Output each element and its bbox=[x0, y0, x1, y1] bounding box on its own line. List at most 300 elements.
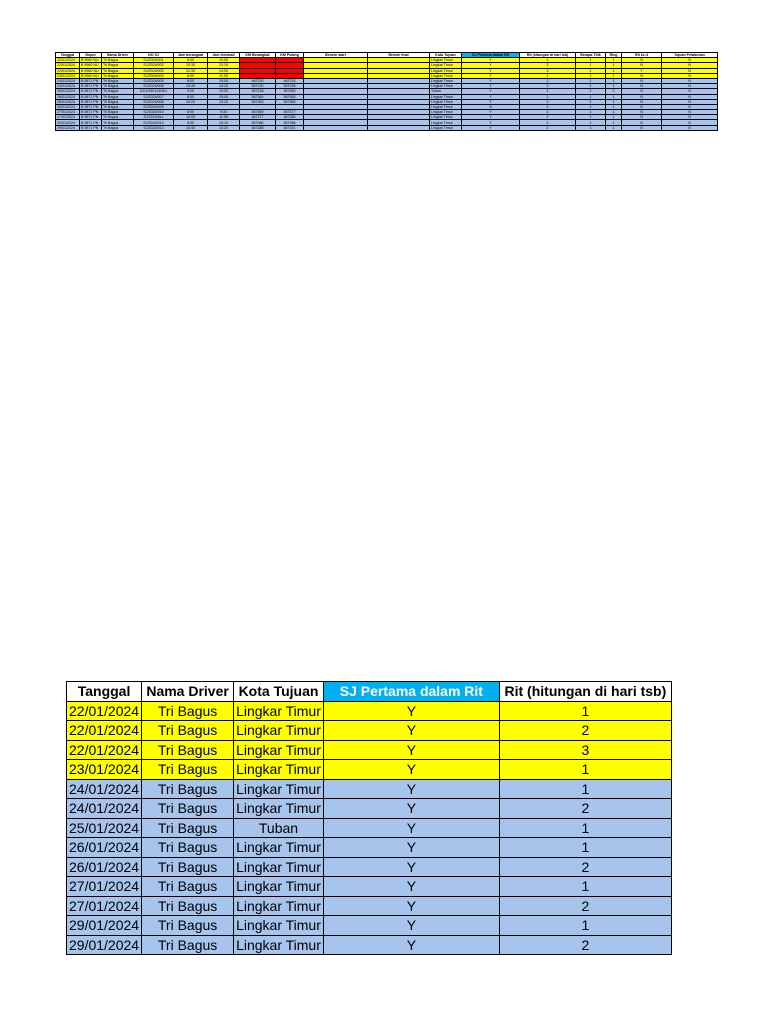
full-sheet-cell: 1 bbox=[520, 89, 576, 94]
full-sheet-cell: 24/01/2024 bbox=[56, 84, 80, 89]
full-sheet-cell: 1 bbox=[606, 73, 622, 78]
summary-sheet-cell: Lingkar Timur bbox=[234, 701, 324, 721]
full-sheet-cell: 367388 bbox=[240, 125, 276, 130]
summary-sheet-cell: 29/01/2024 bbox=[67, 935, 142, 955]
full-sheet-cell: 10:00 bbox=[208, 78, 240, 83]
full-sheet-cell: Y bbox=[462, 63, 520, 68]
summary-sheet-cell: 22/01/2024 bbox=[67, 721, 142, 741]
full-sheet-cell: SJ/2024/003 bbox=[134, 68, 174, 73]
summary-sheet-cell: 1 bbox=[499, 838, 671, 858]
full-sheet-cell: Tri Bagus bbox=[102, 84, 134, 89]
full-sheet-cell: 1 bbox=[576, 120, 606, 125]
full-sheet-cell: 1 bbox=[606, 120, 622, 125]
summary-sheet-cell: Tri Bagus bbox=[142, 935, 234, 955]
summary-sheet-cell: Tri Bagus bbox=[142, 896, 234, 916]
full-sheet-cell: Tri Bagus bbox=[102, 99, 134, 104]
full-sheet-cell: B 9960 NU bbox=[80, 58, 102, 63]
summary-sheet-cell: Tri Bagus bbox=[142, 838, 234, 858]
full-sheet-header-cell: Bensin start bbox=[304, 53, 368, 58]
summary-sheet-cell: 25/01/2024 bbox=[67, 818, 142, 838]
full-sheet-cell: SJ/2024/012 bbox=[134, 120, 174, 125]
full-sheet-cell: 367380 bbox=[276, 115, 304, 120]
full-sheet-cell: 8:00 bbox=[174, 120, 208, 125]
full-sheet-cell: Y bbox=[462, 125, 520, 130]
summary-sheet-row bbox=[67, 838, 672, 858]
full-sheet-header-cell: Tujuan Pelabuhan bbox=[662, 53, 718, 58]
full-sheet-cell: 27/01/2024 bbox=[56, 115, 80, 120]
full-sheet-cell: N bbox=[662, 68, 718, 73]
summary-sheet-cell: Tri Bagus bbox=[142, 818, 234, 838]
full-sheet-cell: B 9871 PN bbox=[80, 94, 102, 99]
summary-sheet-cell: 23/01/2024 bbox=[67, 760, 142, 780]
full-sheet-cell: N bbox=[622, 89, 662, 94]
summary-sheet-cell: 1 bbox=[499, 760, 671, 780]
summary-sheet-cell: 22/01/2024 bbox=[67, 740, 142, 760]
full-sheet-cell: 1 bbox=[576, 99, 606, 104]
full-sheet-cell: SJ/2024/009 bbox=[134, 104, 174, 109]
full-sheet-cell: 367360 bbox=[240, 94, 276, 99]
full-sheet-cell: 367369 bbox=[240, 110, 276, 115]
full-sheet-cell: N bbox=[622, 104, 662, 109]
summary-sheet-header-cell: SJ Pertama dalam Rit bbox=[323, 682, 499, 702]
full-sheet-cell: SJ/2024/008 bbox=[134, 99, 174, 104]
summary-sheet-cell: 1 bbox=[499, 779, 671, 799]
full-sheet-cell: B 9871 PN bbox=[80, 99, 102, 104]
full-sheet-cell: N bbox=[462, 104, 520, 109]
summary-sheet-cell: 24/01/2024 bbox=[67, 779, 142, 799]
full-sheet-cell: Lingkar Timur bbox=[430, 84, 462, 89]
full-sheet-cell: 1 bbox=[606, 63, 622, 68]
full-sheet-cell: 1 bbox=[576, 89, 606, 94]
full-sheet-cell: Y bbox=[462, 58, 520, 63]
full-sheet-cell: 1 bbox=[576, 115, 606, 120]
full-sheet-cell: 11:00 bbox=[208, 73, 240, 78]
full-sheet-cell: 12:30 bbox=[174, 68, 208, 73]
full-sheet-cell: N bbox=[622, 84, 662, 89]
summary-sheet-cell: 2 bbox=[499, 935, 671, 955]
full-sheet-cell: Tri Bagus bbox=[102, 89, 134, 94]
full-sheet-cell: 2 bbox=[520, 63, 576, 68]
full-sheet-cell: 22/01/2024 bbox=[56, 58, 80, 63]
full-sheet-cell: Tri Bagus bbox=[102, 68, 134, 73]
full-sheet-header-cell: KM Pulang bbox=[276, 53, 304, 58]
full-sheet-cell: 10:40 bbox=[174, 125, 208, 130]
full-sheet-cell: Lingkar Timur bbox=[430, 120, 462, 125]
full-sheet-cell: Y bbox=[462, 120, 520, 125]
full-sheet-cell: N bbox=[622, 58, 662, 63]
full-sheet-header-cell: NO SJ bbox=[134, 53, 174, 58]
full-sheet-cell: 26/01/2024 bbox=[56, 104, 80, 109]
full-sheet-cell: 367377 bbox=[276, 110, 304, 115]
full-sheet-cell: 1 bbox=[520, 94, 576, 99]
full-sheet-cell: 8:00 bbox=[174, 110, 208, 115]
full-sheet-cell: Tri Bagus bbox=[102, 63, 134, 68]
summary-sheet-cell: Y bbox=[323, 818, 499, 838]
full-sheet-cell: 1 bbox=[606, 58, 622, 63]
full-sheet-cell: 27/01/2024 bbox=[56, 110, 80, 115]
summary-sheet-cell: Tri Bagus bbox=[142, 721, 234, 741]
full-sheet-cell: 1 bbox=[576, 68, 606, 73]
full-sheet-cell: 10:00 bbox=[208, 58, 240, 63]
full-sheet-cell: 10:20 bbox=[208, 89, 240, 94]
summary-sheet-cell: Y bbox=[323, 896, 499, 916]
summary-sheet-cell: 27/01/2024 bbox=[67, 896, 142, 916]
full-sheet-cell: B 9871 PN bbox=[80, 104, 102, 109]
full-sheet-cell: 29/01/2024 bbox=[56, 120, 80, 125]
summary-sheet-header-cell: Tanggal bbox=[67, 682, 142, 702]
summary-sheet-cell: Tri Bagus bbox=[142, 760, 234, 780]
summary-sheet-cell: Lingkar Timur bbox=[234, 896, 324, 916]
full-sheet-cell: B 9871 PN bbox=[80, 125, 102, 130]
full-sheet-cell: N bbox=[662, 115, 718, 120]
summary-sheet-row bbox=[67, 896, 672, 916]
full-sheet-header-cell: Nopol bbox=[80, 53, 102, 58]
full-sheet-cell: 22/01/2024 bbox=[56, 68, 80, 73]
summary-sheet-cell: Lingkar Timur bbox=[234, 935, 324, 955]
summary-sheet-cell: Lingkar Timur bbox=[234, 916, 324, 936]
full-sheet-header-cell: KM Berangkat bbox=[240, 53, 276, 58]
full-sheet-cell: 1 bbox=[606, 99, 622, 104]
full-sheet-cell: N bbox=[622, 115, 662, 120]
summary-sheet-cell: 3 bbox=[499, 740, 671, 760]
summary-sheet-cell: 2 bbox=[499, 896, 671, 916]
full-sheet-cell: 10:20 bbox=[174, 99, 208, 104]
full-sheet-cell: 367236 bbox=[276, 84, 304, 89]
full-sheet-cell: B 9871 PN bbox=[80, 84, 102, 89]
summary-sheet-cell: Lingkar Timur bbox=[234, 740, 324, 760]
full-sheet-cell: Tri Bagus bbox=[102, 115, 134, 120]
full-sheet-cell: 367377 bbox=[240, 115, 276, 120]
full-sheet-cell: 1 bbox=[576, 94, 606, 99]
full-sheet-cell: 1 bbox=[576, 63, 606, 68]
full-sheet-cell: Y bbox=[462, 94, 520, 99]
summary-sheet-cell: Tri Bagus bbox=[142, 779, 234, 799]
summary-sheet-cell: Tri Bagus bbox=[142, 877, 234, 897]
full-sheet-cell: SJ/2024/007 bbox=[134, 94, 174, 99]
full-sheet-cell: 1 bbox=[576, 78, 606, 83]
full-sheet-cell: 10:00 bbox=[174, 115, 208, 120]
full-sheet-cell: 1 bbox=[576, 104, 606, 109]
summary-spreadsheet-header-row bbox=[67, 682, 672, 702]
summary-sheet-cell: Y bbox=[323, 721, 499, 741]
full-sheet-cell: SJ/1/250124/001 bbox=[134, 89, 174, 94]
full-sheet-header-cell: Kota Tujuan bbox=[430, 53, 462, 58]
summary-sheet-row bbox=[67, 779, 672, 799]
full-sheet-cell: 1 bbox=[576, 73, 606, 78]
full-sheet-cell: 1 bbox=[606, 78, 622, 83]
summary-sheet-cell: 26/01/2024 bbox=[67, 838, 142, 858]
full-sheet-cell: N bbox=[622, 125, 662, 130]
full-sheet-cell: 1 bbox=[606, 84, 622, 89]
summary-sheet-cell: 1 bbox=[499, 818, 671, 838]
summary-sheet-row bbox=[67, 721, 672, 741]
full-sheet-cell: N bbox=[622, 63, 662, 68]
summary-sheet-cell: Tri Bagus bbox=[142, 799, 234, 819]
full-sheet-cell: B 9871 PN bbox=[80, 110, 102, 115]
full-sheet-cell: 367363 bbox=[276, 94, 304, 99]
full-sheet-cell: N bbox=[622, 94, 662, 99]
full-sheet-cell: Lingkar Timur bbox=[430, 94, 462, 99]
full-sheet-cell: Tri Bagus bbox=[102, 73, 134, 78]
full-sheet-cell: 1 bbox=[576, 125, 606, 130]
full-sheet-cell: 29/01/2024 bbox=[56, 125, 80, 130]
full-sheet-cell: 10:00 bbox=[208, 94, 240, 99]
full-sheet-cell: 8:00 bbox=[174, 94, 208, 99]
full-sheet-cell: 1 bbox=[520, 110, 576, 115]
full-sheet-cell: 10:10 bbox=[208, 120, 240, 125]
full-sheet-cell: 8:00 bbox=[174, 73, 208, 78]
full-sheet-cell: SJ/2024/001 bbox=[134, 58, 174, 63]
full-sheet-row bbox=[56, 125, 718, 130]
full-sheet-cell bbox=[304, 125, 368, 130]
summary-sheet-cell: 26/01/2024 bbox=[67, 857, 142, 877]
summary-sheet-row bbox=[67, 740, 672, 760]
full-sheet-cell: Y bbox=[462, 78, 520, 83]
full-sheet-header-cell: Berapa Titik bbox=[576, 53, 606, 58]
full-sheet-cell: N bbox=[622, 73, 662, 78]
full-sheet-cell: Tri Bagus bbox=[102, 110, 134, 115]
summary-sheet-cell: Tri Bagus bbox=[142, 857, 234, 877]
full-sheet-cell: 13:20 bbox=[208, 125, 240, 130]
full-sheet-cell: 1 bbox=[520, 78, 576, 83]
full-sheet-cell: 8:00 bbox=[174, 78, 208, 83]
summary-sheet-cell: 1 bbox=[499, 701, 671, 721]
full-sheet-cell: Lingkar Timur bbox=[430, 110, 462, 115]
full-sheet-cell: N bbox=[662, 78, 718, 83]
full-sheet-cell: 1 bbox=[520, 73, 576, 78]
full-sheet-cell: B 9960 NU bbox=[80, 68, 102, 73]
full-sheet-cell: Tri Bagus bbox=[102, 104, 134, 109]
full-sheet-cell: Lingkar Timur bbox=[430, 104, 462, 109]
full-sheet-cell: 23/01/2024 bbox=[56, 73, 80, 78]
full-sheet-cell: 367236 bbox=[240, 89, 276, 94]
full-sheet-cell: Y bbox=[462, 99, 520, 104]
full-sheet-cell: N bbox=[662, 89, 718, 94]
full-sheet-cell: Y bbox=[622, 68, 662, 73]
full-sheet-cell: 367233 bbox=[240, 84, 276, 89]
full-sheet-cell: 2 bbox=[606, 89, 622, 94]
full-sheet-header-cell: Rit ke-3 bbox=[622, 53, 662, 58]
full-sheet-cell: 367360 bbox=[276, 89, 304, 94]
full-sheet-cell: 24/01/2024 bbox=[56, 78, 80, 83]
full-sheet-cell: N bbox=[662, 58, 718, 63]
summary-sheet-cell: Tri Bagus bbox=[142, 916, 234, 936]
full-sheet-cell: Lingkar Timur bbox=[430, 73, 462, 78]
full-sheet-cell: Tri Bagus bbox=[102, 78, 134, 83]
summary-sheet-cell: 2 bbox=[499, 857, 671, 877]
full-sheet-cell: 367380 bbox=[240, 120, 276, 125]
full-sheet-cell: 9:00 bbox=[174, 89, 208, 94]
full-sheet-cell: B 9871 PN bbox=[80, 89, 102, 94]
summary-sheet-row bbox=[67, 818, 672, 838]
full-sheet-cell: N bbox=[662, 63, 718, 68]
full-sheet-cell: 367366 bbox=[276, 99, 304, 104]
full-sheet-cell: 1 bbox=[576, 110, 606, 115]
full-sheet-cell: 2 bbox=[520, 115, 576, 120]
summary-sheet-cell: Y bbox=[323, 701, 499, 721]
summary-sheet-row bbox=[67, 857, 672, 877]
full-sheet-cell: Y bbox=[462, 89, 520, 94]
summary-sheet-cell: Lingkar Timur bbox=[234, 779, 324, 799]
full-sheet-cell: B 9960 NU bbox=[80, 63, 102, 68]
full-sheet-header-cell: Ring bbox=[606, 53, 622, 58]
summary-sheet-row bbox=[67, 799, 672, 819]
full-sheet-cell: SJ/2024/006 bbox=[134, 84, 174, 89]
full-sheet-cell: 1 bbox=[606, 115, 622, 120]
full-sheet-cell: 9:30 bbox=[208, 110, 240, 115]
full-sheet-cell: 25/01/2024 bbox=[56, 89, 80, 94]
full-sheet-cell: Tri Bagus bbox=[102, 120, 134, 125]
full-sheet-cell: 8:00 bbox=[174, 58, 208, 63]
full-sheet-cell: Lingkar Timur bbox=[430, 68, 462, 73]
summary-sheet-cell: 1 bbox=[499, 916, 671, 936]
full-sheet-cell: B 9871 PN bbox=[80, 115, 102, 120]
full-sheet-header-cell: Rit (hitungan di hari tsb) bbox=[520, 53, 576, 58]
full-sheet-cell: N bbox=[622, 99, 662, 104]
full-sheet-header-cell: Jam Kembali bbox=[208, 53, 240, 58]
summary-sheet-cell: 2 bbox=[499, 721, 671, 741]
full-sheet-cell: 367391 bbox=[276, 125, 304, 130]
full-sheet-cell: Tri Bagus bbox=[102, 125, 134, 130]
full-sheet-cell: B 9960 NU bbox=[80, 73, 102, 78]
full-sheet-header-cell: Nama Driver bbox=[102, 53, 134, 58]
full-sheet-cell: 3 bbox=[520, 68, 576, 73]
full-sheet-cell: SJ/2024/013 bbox=[134, 125, 174, 130]
full-sheet-cell: N bbox=[662, 104, 718, 109]
full-sheet-cell: SJ/2024/004 bbox=[134, 73, 174, 78]
full-spreadsheet-table bbox=[55, 52, 718, 131]
summary-sheet-cell: 24/01/2024 bbox=[67, 799, 142, 819]
full-sheet-cell: 14:00 bbox=[208, 68, 240, 73]
summary-sheet-row bbox=[67, 916, 672, 936]
summary-sheet-cell: 29/01/2024 bbox=[67, 916, 142, 936]
summary-sheet-header-cell: Nama Driver bbox=[142, 682, 234, 702]
full-sheet-cell: Y bbox=[462, 68, 520, 73]
summary-sheet-cell: Tri Bagus bbox=[142, 701, 234, 721]
full-sheet-cell: 1 bbox=[606, 104, 622, 109]
summary-sheet-cell: Y bbox=[323, 760, 499, 780]
full-sheet-cell: 2 bbox=[520, 84, 576, 89]
summary-spreadsheet-table bbox=[66, 681, 672, 955]
summary-sheet-cell: Lingkar Timur bbox=[234, 721, 324, 741]
full-sheet-cell: 1 bbox=[520, 58, 576, 63]
full-sheet-cell: SJ/2024/010 bbox=[134, 110, 174, 115]
full-sheet-cell: 1 bbox=[606, 125, 622, 130]
full-sheet-cell: 1 bbox=[606, 94, 622, 99]
full-sheet-cell: Lingkar Timur bbox=[430, 125, 462, 130]
summary-sheet-row bbox=[67, 760, 672, 780]
summary-sheet-cell: Lingkar Timur bbox=[234, 877, 324, 897]
full-sheet-cell: Lingkar Timur bbox=[430, 63, 462, 68]
summary-sheet-cell: Y bbox=[323, 740, 499, 760]
summary-sheet-cell: 1 bbox=[499, 877, 671, 897]
summary-sheet-cell: Y bbox=[323, 779, 499, 799]
full-sheet-cell: SJ/2024/005 bbox=[134, 78, 174, 83]
full-sheet-cell: N bbox=[662, 120, 718, 125]
full-sheet-cell: 14:10 bbox=[208, 84, 240, 89]
summary-sheet-cell: Lingkar Timur bbox=[234, 760, 324, 780]
full-sheet-cell: Y bbox=[462, 110, 520, 115]
full-sheet-cell: 10:40 bbox=[174, 84, 208, 89]
full-sheet-cell: 10:30 bbox=[174, 63, 208, 68]
full-sheet-cell: 1 bbox=[576, 58, 606, 63]
full-sheet-cell: 2 bbox=[520, 99, 576, 104]
summary-sheet-header-cell: Kota Tujuan bbox=[234, 682, 324, 702]
full-sheet-cell: B 9871 PN bbox=[80, 120, 102, 125]
full-sheet-cell: B 9871 PN bbox=[80, 78, 102, 83]
full-sheet-cell: Lingkar Timur bbox=[430, 99, 462, 104]
summary-sheet-cell: Y bbox=[323, 916, 499, 936]
full-sheet-cell: 1 bbox=[606, 68, 622, 73]
full-sheet-cell: N bbox=[662, 110, 718, 115]
summary-sheet-cell: Y bbox=[323, 857, 499, 877]
summary-sheet-cell: 27/01/2024 bbox=[67, 877, 142, 897]
full-sheet-cell: 11:55 bbox=[208, 115, 240, 120]
summary-sheet-cell: Lingkar Timur bbox=[234, 799, 324, 819]
full-sheet-cell: 367233 bbox=[276, 78, 304, 83]
summary-sheet-row bbox=[67, 935, 672, 955]
full-sheet-header-cell: Tanggal bbox=[56, 53, 80, 58]
full-sheet-cell: Tuban bbox=[430, 89, 462, 94]
full-sheet-cell: N bbox=[662, 94, 718, 99]
full-sheet-cell: 26/01/2024 bbox=[56, 94, 80, 99]
full-sheet-cell: 2 bbox=[520, 125, 576, 130]
full-sheet-cell: N bbox=[662, 125, 718, 130]
full-sheet-header-cell: Bensin final bbox=[368, 53, 430, 58]
full-sheet-cell: 1 bbox=[520, 120, 576, 125]
summary-sheet-row bbox=[67, 701, 672, 721]
summary-sheet-cell: Y bbox=[323, 935, 499, 955]
full-sheet-cell: 2 bbox=[520, 104, 576, 109]
summary-sheet-cell: Lingkar Timur bbox=[234, 857, 324, 877]
full-sheet-header-cell: Jam berangkat bbox=[174, 53, 208, 58]
full-sheet-cell: 367230 bbox=[240, 78, 276, 83]
full-sheet-cell: 12:10 bbox=[208, 63, 240, 68]
summary-sheet-row bbox=[67, 877, 672, 897]
full-sheet-cell: Lingkar Timur bbox=[430, 58, 462, 63]
full-sheet-cell: SJ/2024/002 bbox=[134, 63, 174, 68]
full-sheet-cell: Y bbox=[462, 84, 520, 89]
full-sheet-cell: 367388 bbox=[276, 120, 304, 125]
summary-sheet-cell: Tuban bbox=[234, 818, 324, 838]
full-sheet-cell: 22/01/2024 bbox=[56, 63, 80, 68]
full-sheet-cell: 367363 bbox=[240, 99, 276, 104]
full-sheet-cell: Y bbox=[462, 73, 520, 78]
full-sheet-cell bbox=[368, 125, 430, 130]
full-sheet-cell: 13:10 bbox=[208, 99, 240, 104]
summary-sheet-cell: Y bbox=[323, 877, 499, 897]
full-sheet-cell: 26/01/2024 bbox=[56, 99, 80, 104]
full-sheet-cell: 1 bbox=[576, 84, 606, 89]
full-sheet-cell: Tri Bagus bbox=[102, 94, 134, 99]
full-sheet-cell: Y bbox=[462, 115, 520, 120]
summary-sheet-header-cell: Rit (hitungan di hari tsb) bbox=[499, 682, 671, 702]
summary-sheet-cell: 2 bbox=[499, 799, 671, 819]
summary-sheet-cell: Tri Bagus bbox=[142, 740, 234, 760]
full-sheet-cell: Lingkar Timur bbox=[430, 78, 462, 83]
full-sheet-cell: N bbox=[662, 73, 718, 78]
full-sheet-cell: N bbox=[662, 99, 718, 104]
summary-sheet-cell: Y bbox=[323, 838, 499, 858]
full-sheet-header-cell: SJ Pertama dalam Rit bbox=[462, 53, 520, 58]
full-sheet-cell: SJ/2024/011 bbox=[134, 115, 174, 120]
summary-sheet-cell: 22/01/2024 bbox=[67, 701, 142, 721]
full-sheet-cell: Tri Bagus bbox=[102, 58, 134, 63]
full-sheet-cell: N bbox=[662, 84, 718, 89]
full-sheet-cell: 1 bbox=[606, 110, 622, 115]
full-sheet-cell: N bbox=[622, 78, 662, 83]
summary-sheet-cell: Lingkar Timur bbox=[234, 838, 324, 858]
